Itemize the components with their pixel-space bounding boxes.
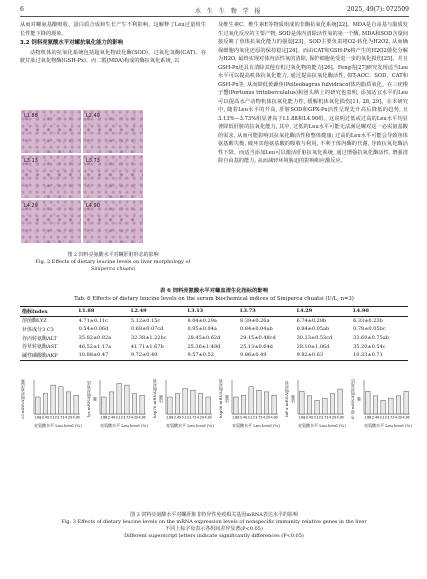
bar <box>315 400 320 414</box>
x-tick-label: 1.88 <box>232 415 240 420</box>
table-cell: 35.20±0.54c <box>353 343 386 350</box>
table-cell: 溶菌酶LYZ <box>22 318 47 325</box>
left-paragraph-1: 从而对螺氨基酸吸收、蛋白质合成和生长产生不利影响。这解释了Leu过量组生长性能下降的现象。 <box>20 22 206 37</box>
table-cell: 0.84±0.05ab <box>296 326 330 333</box>
x-tick-label: 4.29 <box>394 415 403 420</box>
table-cell: 29.15±0.48cd <box>240 335 276 342</box>
table-cell: 0.84±0.04ab <box>240 326 273 333</box>
table-cell: 6.74±0.28b <box>296 317 327 324</box>
panel-label: L2.49 <box>86 113 100 119</box>
panel-label: L3.13 <box>24 158 38 164</box>
page-number: 6 <box>20 6 24 13</box>
table-cell: 0.54±0.06d <box>78 326 109 333</box>
x-tick-label: 4.29 <box>64 415 73 420</box>
caption-en: Fig. 2 Effects of dietary leucine levels on liver morphology of <box>35 259 191 265</box>
x-tick-label: 2.49 <box>239 415 248 420</box>
table-row <box>20 342 408 351</box>
column-header: L3.73 <box>240 308 256 315</box>
bar-chart <box>20 376 84 428</box>
bar <box>264 392 269 414</box>
x-tick-label: 4.29 <box>130 415 139 420</box>
chart-svg <box>20 376 84 422</box>
table-cell: 8.39±0.26a <box>240 317 270 324</box>
bar-chart <box>218 376 282 428</box>
x-tick-label: 2.49 <box>305 415 314 420</box>
bar <box>323 398 328 414</box>
bar <box>241 395 246 414</box>
table-cell: 碱性磷酸酶AKP <box>22 352 58 359</box>
x-tick-label: 3.73 <box>57 415 65 420</box>
table-cell: 0.95±0.04a <box>187 326 217 333</box>
x-tick-label: 4.29 <box>328 415 337 420</box>
axes <box>34 380 80 414</box>
table-cell: 10.88±0.47 <box>78 352 109 359</box>
table-cell: 9.82±0.63 <box>296 352 324 359</box>
y-axis-label: hsp70 mRNA相对表达量 <box>152 379 163 419</box>
figure-3-plots <box>20 376 410 496</box>
bar <box>117 383 122 414</box>
axes <box>100 380 146 414</box>
table-cell: 谷丙转氨酶ALT <box>22 335 57 342</box>
right-column <box>218 21 408 283</box>
bar <box>109 392 114 414</box>
table-cell: 9.86±0.49 <box>240 352 267 359</box>
table-row <box>20 351 408 360</box>
chart-svg <box>86 376 150 422</box>
table-title-en: Tab. 6 Effects of dietary leucine levels on the serum biochemical indices of Siniperca chuatsi (U/L, n=3) <box>74 295 354 302</box>
axes <box>166 380 212 414</box>
header-rule <box>20 16 409 17</box>
table-cell: 4.71±0.11c <box>78 317 108 324</box>
table-cell: 8.04±0.29a <box>187 317 217 324</box>
x-tick-label: 3.73 <box>123 415 131 420</box>
caption-en: Fig. 3 Effects of dietary leucine levels on the mRNA expression levels of nonspecific immunity relative genes in the liver <box>61 519 367 525</box>
bar-chart <box>86 376 150 428</box>
x-tick-label: 1.88 <box>100 415 108 420</box>
bar <box>36 397 41 414</box>
caption-note-en: Different superscript letters indicate significantly differences (P<0.05) <box>124 533 304 539</box>
bar <box>404 391 409 414</box>
bar <box>206 397 211 414</box>
table-cell: 35.82±0.82a <box>78 335 112 342</box>
table-cell: 5.12±0.15c <box>130 317 161 324</box>
axes <box>298 380 344 414</box>
bar <box>102 397 107 414</box>
histology-panel <box>83 110 143 153</box>
table-header-row <box>20 307 408 317</box>
x-tick-label: 4.90 <box>138 415 146 420</box>
bar <box>307 396 312 414</box>
column-header: L2.49 <box>130 308 147 315</box>
x-tick-label: 3.73 <box>321 415 329 420</box>
y-axis-label: c3 mRNA相对表达量 <box>20 379 25 419</box>
column-header: L4.29 <box>296 308 313 315</box>
x-tick-label: 3.13 <box>379 415 387 420</box>
section-heading: 3.2 饲料亮氨酸水平对螺抗氧化能力的影响 <box>20 40 124 46</box>
table-cell: 补体成分3 C3 <box>22 326 54 333</box>
table-6-title <box>20 288 408 303</box>
x-tick-label: 4.90 <box>72 415 80 420</box>
x-tick-label: 4.90 <box>402 415 410 420</box>
table-title-cn: 表 6 饲料亮氨酸水平对螺血清生化指标的影响 <box>159 288 269 294</box>
bar <box>198 394 203 414</box>
bar <box>389 398 394 414</box>
bar <box>140 395 145 414</box>
y-axis-label: hsp90 mRNA相对表达量 <box>218 379 229 419</box>
caption-cn: 图 3 饲料亮氨酸水平对螺肝脏非特异性免疫相关基因mRNA表达水平的影响 <box>130 512 298 518</box>
table-cell: 30.23±0.53cd <box>296 335 333 342</box>
x-tick-label: 3.73 <box>189 415 197 420</box>
table-cell: 25.36±1.49d <box>187 343 221 350</box>
journal-title: 水 生 生 物 学 报 <box>195 8 263 15</box>
table-cell: 0.78±0.05bc <box>353 326 386 333</box>
left-paragraph-2: 动物机体的抗氧化系统包括超氧化物歧化酶(SOD)、过氧化氢酶(CAT)、谷胱甘肽过氧化物酶(GSH-Px)、丙二醛(MDA)构成的酶抗氧化系统, 以 <box>20 49 206 64</box>
bar <box>59 387 64 414</box>
x-tick-label: 2.49 <box>41 415 50 420</box>
histology-panel <box>83 200 143 243</box>
y-axis-label: lyz mRNA相对表达量 <box>86 380 97 418</box>
table-cell: 9.57±0.52 <box>187 352 214 359</box>
bar <box>300 391 305 414</box>
panel-label: L4.90 <box>86 203 100 209</box>
bar <box>234 397 239 414</box>
bar <box>51 385 56 414</box>
bar <box>396 396 401 414</box>
bar <box>191 390 196 414</box>
panel-label: L3.73 <box>86 158 100 164</box>
left-column <box>20 21 206 66</box>
table-6 <box>20 306 408 361</box>
volume-info: 2025, 49(7): 072509 <box>346 6 409 13</box>
figure-2-histology <box>20 110 206 250</box>
panel-label: L1.88 <box>24 113 38 119</box>
caption-note-cn: 不同上标字母表示各组间差异显著(P<0.05) <box>165 526 263 532</box>
column-header: 指标Index <box>22 308 48 315</box>
bar <box>249 387 254 414</box>
x-tick-label: 4.29 <box>262 415 271 420</box>
bar <box>257 390 262 414</box>
x-tick-label: 3.13 <box>181 415 189 420</box>
bar-chart <box>152 376 216 428</box>
x-tick-label: 3.73 <box>255 415 263 420</box>
table-cell: 10.33±0.71 <box>353 352 383 359</box>
x-tick-label: 3.13 <box>313 415 321 420</box>
x-axis-label: 亮氨酸水平 Leu level (%) <box>364 423 412 428</box>
chart-svg <box>284 376 348 422</box>
x-tick-label: 4.90 <box>336 415 344 420</box>
bar <box>338 389 343 414</box>
x-tick-label: 4.90 <box>270 415 278 420</box>
x-tick-label: 4.29 <box>196 415 205 420</box>
chart-svg <box>218 376 282 422</box>
page-header <box>20 6 409 16</box>
x-tick-label: 3.13 <box>247 415 255 420</box>
chart-svg <box>350 376 414 422</box>
figure-2-caption <box>20 252 206 273</box>
x-tick-label: 3.13 <box>49 415 57 420</box>
chart-svg <box>152 376 216 422</box>
axes <box>232 380 278 414</box>
bar <box>175 394 180 414</box>
bar-chart <box>284 376 348 428</box>
column-header: L1.88 <box>78 308 95 315</box>
histology-panel <box>21 110 81 153</box>
table-row <box>20 325 408 334</box>
x-axis-label: 亮氨酸水平 Leu level (%) <box>166 423 214 428</box>
caption-species: Siniperca chuatsi <box>90 266 136 272</box>
bar-chart <box>350 376 414 428</box>
x-tick-label: 1.88 <box>298 415 306 420</box>
x-axis-label: 亮氨酸水平 Leu level (%) <box>298 423 346 428</box>
table-cell: 28.10±1.06d <box>296 343 330 350</box>
bar <box>373 396 378 414</box>
y-axis-label: il-1β mRNA相对表达量 <box>350 379 361 419</box>
figure-3-caption <box>20 512 408 540</box>
table-cell: 33.60±0.75ab <box>353 335 389 342</box>
x-tick-label: 2.49 <box>173 415 182 420</box>
table-cell: 9.72±0.49 <box>130 352 158 359</box>
bar <box>168 397 173 414</box>
table-row <box>20 334 408 343</box>
panel-label: L4.29 <box>24 203 38 209</box>
bar <box>330 394 335 414</box>
bar <box>132 394 137 414</box>
table-cell: 32.38±1.22bc <box>130 335 167 342</box>
table-cell: 谷草转氨酶AST <box>22 344 58 351</box>
table-cell: 28.45±0.62d <box>187 335 221 342</box>
bar <box>272 395 277 414</box>
bar <box>183 389 188 415</box>
x-axis-label: 亮氨酸水平 Leu level (%) <box>34 423 82 428</box>
histology-panel <box>21 200 81 243</box>
histology-panel <box>21 155 81 198</box>
x-tick-label: 1.88 <box>166 415 174 420</box>
x-tick-label: 2.49 <box>107 415 116 420</box>
column-header: L4.90 <box>353 308 369 315</box>
caption-cn: 图 2 饲料亮氨酸水平对螺肝脏形态的影响 <box>67 252 159 258</box>
table-cell: 6.33±0.23b <box>353 317 383 324</box>
right-paragraph: 及维生素C、维生素E等物质组成的非酶抗氧化系统[22]。MDA是自由基与脂质发生过氧化反应的主要产物, SOD是体内清除活性氧的第一个酶, MDA和SOD含量间接反映了鱼体抗氧化能力的强弱[23]。SOD主要负责将O2-转化为H2O2, 从而确保细胞内氧化还原的保持稳定[24]。而由CAT和GSH-Px将产生的H2O2催化分解为H2O, 最终实现对体内活性氧的清除, 保护细胞免受进一步的氧化损伤[25]。并且GSH-Px还具有清除其他有机过氧化物的能力[26]。Feng等[27]研究发现适当Leu水平可以提高机体抗氧化能力, 通过提高抗氧化酶活性, 如T-AOC、SOD、CAT和GSH-Px等, 从而降低黄颡鱼(Pelteobagrus fulvidraco)体内脂质氧化。在三疣梭子蟹(Portunus trituberculatus)和团头鲂上的研究也表明, 添加适宜水平的Leu可以提高水产动物机体抗氧化能力性, 缓解机体氧化损伤[11, 28, 29]。在本研究中, 随着Leu水平的升高, 肝脏SOD和GPX-Px活性呈现先升高后降低的趋势, 且3.13%—3.73%组显著高于L1.88和L4.90组。这说明过低或过高的Leu水平均显著降低肝脏的抗氧化能力, 其中, 过低的Leu水平可能无法满足螺对这一必需氨基酸的需求, 从而可能影响其抗氧化酶活性和整体健康; 过高的Leu水平可能会导致鱼体氨基酸失衡, 破坏其他氨基酸的吸收与利用, 不利于体内酶的代谢, 导致抗氧化酶活性下降。而适当添加Leu可以激活肝脏抗氧化系统, 通过增强抗氧化酶活性, 增强清除自由基的能力, 从而减轻环境胁迫的影响和应激反应。 <box>218 22 408 164</box>
bar <box>74 395 79 414</box>
histology-panel <box>83 155 143 198</box>
table-cell: 41.71±1.67b <box>130 343 164 350</box>
bar <box>66 392 71 414</box>
x-tick-label: 1.88 <box>364 415 372 420</box>
x-axis-label: 亮氨酸水平 Leu level (%) <box>232 423 280 428</box>
table-cell: 25.13±0.64d <box>240 343 273 350</box>
x-tick-label: 3.13 <box>115 415 123 420</box>
x-tick-label: 4.90 <box>204 415 212 420</box>
x-tick-label: 1.88 <box>34 415 42 420</box>
bar <box>366 391 371 414</box>
column-header: L3.13 <box>187 308 204 315</box>
x-tick-label: 3.73 <box>387 415 395 420</box>
axes <box>364 380 410 414</box>
table-cell: 0.68±0.07cd <box>130 326 164 333</box>
bar <box>43 394 48 414</box>
x-axis-label: 亮氨酸水平 Leu level (%) <box>100 423 148 428</box>
x-tick-label: 2.49 <box>371 415 380 420</box>
bar <box>381 400 386 414</box>
y-axis-label: tnf-α mRNA相对表达量 <box>284 380 295 418</box>
bar <box>125 385 130 414</box>
table-row <box>20 316 408 325</box>
table-cell: 46.52±1.17a <box>78 343 112 350</box>
